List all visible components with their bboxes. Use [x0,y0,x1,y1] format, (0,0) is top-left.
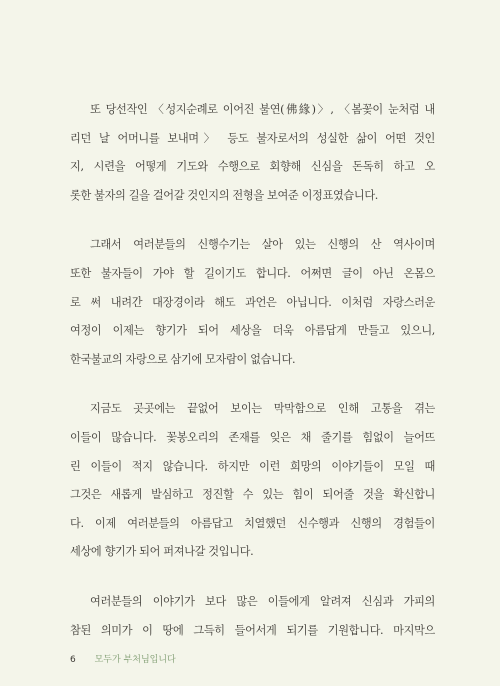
text-line: 지금도 곳곳에는 끝없어 보이는 막막함으로 인해 고통을 겪는 [90,402,435,416]
text-line: 또한 불자들이 가야 할 길이기도 합니다. 어쩌면 글이 아닌 온몸으 [70,266,435,280]
text-line: 로 써 내려간 대장경이라 해도 과언은 아닙니다. 이처럼 자랑스러운 [70,295,435,309]
page-number: 6 [70,655,76,665]
text-line: 롯한 불자의 길을 걸어갈 것인지의 전형을 보여준 이정표였습니다. [70,188,378,202]
text-line: 지, 시련을 어떻게 기도와 수행으로 회향해 신심을 돈독히 하고 오 [70,160,435,174]
running-title: 모두가 부처님입니다 [94,655,176,665]
text-line: 린 이들이 적지 않습니다. 하지만 이런 희망의 이야기들이 모일 때 [70,459,435,473]
text-line: 그래서 여러분들의 신행수기는 살아 있는 신행의 산 역사이며 [90,238,435,252]
paragraph-4 [70,588,435,645]
paragraph-2 [70,231,435,374]
paragraph-3 [70,395,435,567]
text-line: 한국불교의 자랑으로 삼기에 모자람이 없습니다. [70,352,296,366]
body-text [70,96,435,666]
text-line: 여러분들의 이야기가 보다 많은 이들에게 알려져 신심과 가피의 [90,594,435,608]
page-footer [70,654,176,666]
text-line: 여정이 이제는 향기가 되어 세상을 더욱 아름답게 만들고 있으니, [70,324,435,338]
text-line: 세상에 향기가 되어 퍼져나갈 것입니다. [70,545,254,559]
text-line: 리던 날 어머니를 보내며〉 등도 불자로서의 성실한 삶이 어떤 것인 [70,131,435,145]
paragraph-1 [70,96,435,210]
text-line: 참된 의미가 이 땅에 그득히 들어서게 되기를 기원합니다. 마지막으 [70,623,435,637]
text-line: 다. 이제 여러분들의 아름답고 치열했던 신수행과 신행의 경험들이 [70,516,435,530]
text-line: 그것은 새롭게 발심하고 정진할 수 있는 힘이 되어줄 것을 확신합니 [70,488,435,502]
text-line: 이들이 많습니다. 꽃봉오리의 존재를 잊은 채 줄기를 힘없이 늘어뜨 [70,430,435,444]
text-line: 또 당선작인 〈성지순례로 이어진 불연(佛緣)〉, 〈봄꽃이 눈처럼 내 [90,103,435,116]
